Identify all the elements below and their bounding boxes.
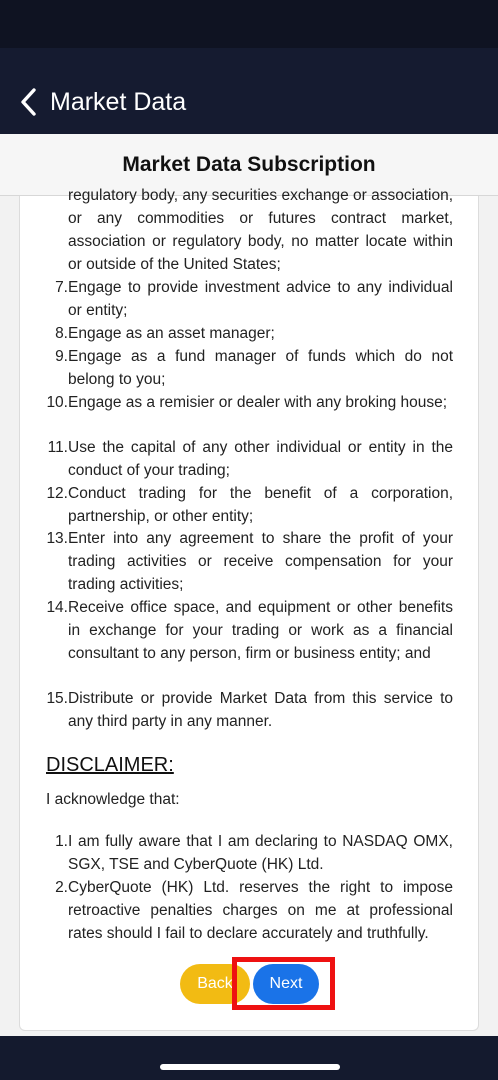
list-text: CyberQuote (HK) Ltd. reserves the right to impose retroactive penalties charges on me at professional rates should I fail to declare accurately and truthfully. <box>68 879 453 942</box>
next-button-highlight <box>232 957 335 1010</box>
list-number: 14. <box>46 599 68 616</box>
list-text: Enter into any agreement to share the profit of your trading activities or receive compensation for your trading activities; <box>68 530 453 593</box>
list-text: Engage as a remisier or dealer with any broking house; <box>68 394 448 411</box>
list-text: Distribute or provide Market Data from this service to any third party in any manner. <box>68 690 453 730</box>
list-number: 12. <box>46 485 68 502</box>
list-number: 13. <box>46 530 68 547</box>
bottom-bar <box>0 1036 498 1080</box>
list-text: Engage as a fund manager of funds which do not belong to you; <box>68 348 453 388</box>
next-button[interactable]: Next <box>253 964 319 1004</box>
list-number: 9. <box>55 348 68 365</box>
status-bar <box>0 0 498 48</box>
list-number: 10. <box>46 394 68 411</box>
list-number: 7. <box>55 279 68 296</box>
list-number: 15. <box>46 690 68 707</box>
disclaimer-heading: DISCLAIMER: <box>46 754 174 776</box>
home-indicator <box>160 1064 340 1070</box>
list-text: Engage to provide investment advice to any individual or entity; <box>68 279 453 319</box>
disclaimer-intro: I acknowledge that: <box>46 791 180 808</box>
list-text: Use the capital of any other individual or entity in the conduct of your trading; <box>68 439 453 479</box>
agreement-card[interactable] <box>19 187 479 1031</box>
chevron-left-icon[interactable] <box>16 85 44 119</box>
list-text: Engage as an asset manager; <box>68 325 275 342</box>
list-text: Conduct trading for the benefit of a corporation, partnership, or other entity; <box>68 485 453 525</box>
list-number: 1. <box>55 833 68 850</box>
list-text: regulatory body, any securities exchange or association, or any commodities or futures contract market, association or regulatory body, no matter locate within or outside of the United States; <box>68 187 453 273</box>
back-button[interactable]: Back <box>180 964 250 1004</box>
list-number: 8. <box>55 325 68 342</box>
list-number: 2. <box>55 879 68 896</box>
list-text: I am fully aware that I am declaring to NASDAQ OMX, SGX, TSE and CyberQuote (HK) Ltd. <box>68 833 453 873</box>
nav-title: Market Data <box>50 88 187 116</box>
list-number: 11. <box>47 439 68 456</box>
list-text: Receive office space, and equipment or other benefits in exchange for your trading or work as a financial consultant to any person, firm or business entity; and <box>68 599 453 662</box>
sheet-title: Market Data Subscription <box>122 153 376 176</box>
